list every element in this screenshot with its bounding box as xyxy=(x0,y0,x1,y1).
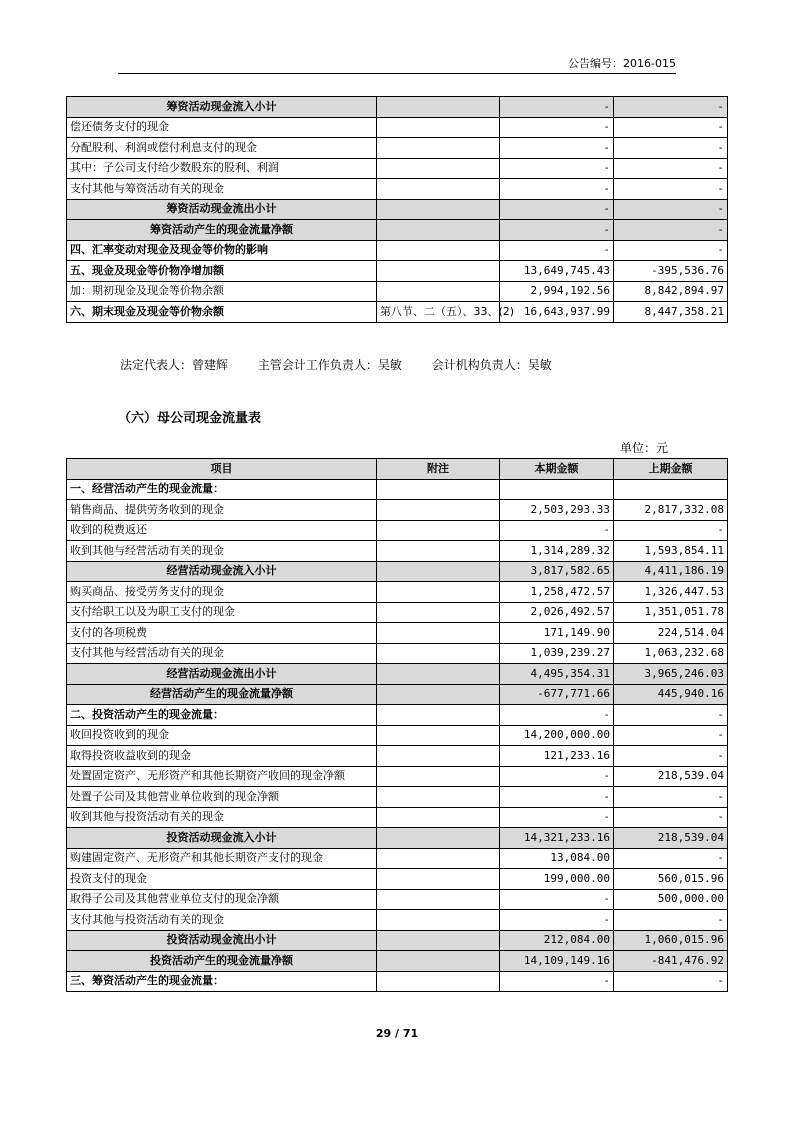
row-label: 支付其他与筹资活动有关的现金 xyxy=(67,179,377,200)
row-previous-amount: - xyxy=(614,725,728,746)
row-label: 加：期初现金及现金等价物余额 xyxy=(67,281,377,302)
row-previous-amount: - xyxy=(614,520,728,541)
row-note xyxy=(377,97,500,118)
row-label: 经营活动现金流出小计 xyxy=(67,664,377,685)
row-previous-amount: -395,536.76 xyxy=(614,261,728,282)
row-current-amount: - xyxy=(500,807,614,828)
table-row xyxy=(67,561,728,582)
row-note xyxy=(377,746,500,767)
row-label: 投资活动产生的现金流量净额 xyxy=(67,951,377,972)
row-current-amount: - xyxy=(500,787,614,808)
table-row xyxy=(67,643,728,664)
row-previous-amount: 1,060,015.96 xyxy=(614,930,728,951)
row-current-amount: - xyxy=(500,158,614,179)
row-previous-amount: - xyxy=(614,807,728,828)
row-note xyxy=(377,807,500,828)
row-label: 六、期末现金及现金等价物余额 xyxy=(67,302,377,323)
row-previous-amount: - xyxy=(614,117,728,138)
row-previous-amount: 4,411,186.19 xyxy=(614,561,728,582)
table-row xyxy=(67,500,728,521)
row-current-amount: 2,994,192.56 xyxy=(500,281,614,302)
row-previous-amount: 1,351,051.78 xyxy=(614,602,728,623)
table-row xyxy=(67,220,728,241)
parent-cashflow-table xyxy=(66,458,728,992)
row-current-amount: 212,084.00 xyxy=(500,930,614,951)
row-current-amount: 2,503,293.33 xyxy=(500,500,614,521)
row-current-amount: - xyxy=(500,117,614,138)
table-row xyxy=(67,302,728,323)
row-previous-amount: - xyxy=(614,138,728,159)
header-current: 本期金额 xyxy=(500,459,614,480)
row-label: 四、汇率变动对现金及现金等价物的影响 xyxy=(67,240,377,261)
section-title: （六）母公司现金流量表 xyxy=(118,411,262,426)
row-label: 收到其他与投资活动有关的现金 xyxy=(67,807,377,828)
row-note xyxy=(377,869,500,890)
row-label: 经营活动现金流入小计 xyxy=(67,561,377,582)
row-note xyxy=(377,787,500,808)
header-previous: 上期金额 xyxy=(614,459,728,480)
table-row xyxy=(67,541,728,562)
row-current-amount: -677,771.66 xyxy=(500,684,614,705)
accounting-org-head: 会计机构负责人：吴敏 xyxy=(431,358,552,372)
table-row xyxy=(67,807,728,828)
row-note xyxy=(377,117,500,138)
row-current-amount: 1,039,239.27 xyxy=(500,643,614,664)
row-current-amount: 14,109,149.16 xyxy=(500,951,614,972)
header-rule xyxy=(118,73,676,74)
row-current-amount: 4,495,354.31 xyxy=(500,664,614,685)
row-current-amount: - xyxy=(500,220,614,241)
row-label: 收到其他与经营活动有关的现金 xyxy=(67,541,377,562)
table-row xyxy=(67,138,728,159)
row-previous-amount: - xyxy=(614,97,728,118)
table-row xyxy=(67,664,728,685)
row-note: 第八节、二（五）、33、(2) xyxy=(377,302,500,323)
row-label: 支付的各项税费 xyxy=(67,623,377,644)
row-label: 收回投资收到的现金 xyxy=(67,725,377,746)
row-label: 分配股利、利润或偿付利息支付的现金 xyxy=(67,138,377,159)
row-label: 支付其他与投资活动有关的现金 xyxy=(67,910,377,931)
row-label: 收到的税费返还 xyxy=(67,520,377,541)
document-code: 公告编号：2016-015 xyxy=(568,57,676,70)
row-previous-amount: 560,015.96 xyxy=(614,869,728,890)
consolidated-cashflow-continuation-table xyxy=(66,96,728,323)
header-item: 项目 xyxy=(67,459,377,480)
row-label: 筹资活动现金流入小计 xyxy=(67,97,377,118)
row-label: 筹资活动现金流出小计 xyxy=(67,199,377,220)
row-previous-amount: 8,842,894.97 xyxy=(614,281,728,302)
row-previous-amount: 8,447,358.21 xyxy=(614,302,728,323)
row-label: 支付给职工以及为职工支付的现金 xyxy=(67,602,377,623)
row-previous-amount: - xyxy=(614,910,728,931)
row-previous-amount xyxy=(614,479,728,500)
row-previous-amount: - xyxy=(614,971,728,992)
row-note xyxy=(377,889,500,910)
table-row xyxy=(67,951,728,972)
unit-label: 单位：元 xyxy=(620,441,669,455)
row-note xyxy=(377,971,500,992)
table-row xyxy=(67,684,728,705)
row-label: 经营活动产生的现金流量净额 xyxy=(67,684,377,705)
row-current-amount: - xyxy=(500,520,614,541)
row-label: 销售商品、提供劳务收到的现金 xyxy=(67,500,377,521)
row-current-amount: - xyxy=(500,138,614,159)
row-previous-amount: - xyxy=(614,705,728,726)
legal-representative: 法定代表人：曾建辉 xyxy=(120,358,229,372)
row-previous-amount: - xyxy=(614,220,728,241)
table-row xyxy=(67,766,728,787)
row-note xyxy=(377,281,500,302)
table-row xyxy=(67,582,728,603)
row-current-amount: - xyxy=(500,199,614,220)
row-note xyxy=(377,684,500,705)
header-note: 附注 xyxy=(377,459,500,480)
row-note xyxy=(377,561,500,582)
row-current-amount: - xyxy=(500,766,614,787)
row-previous-amount: 224,514.04 xyxy=(614,623,728,644)
table-row xyxy=(67,848,728,869)
row-label: 购建固定资产、无形资产和其他长期资产支付的现金 xyxy=(67,848,377,869)
row-current-amount: 13,084.00 xyxy=(500,848,614,869)
table-row xyxy=(67,787,728,808)
row-note xyxy=(377,479,500,500)
row-previous-amount: - xyxy=(614,746,728,767)
row-label: 处置子公司及其他营业单位收到的现金净额 xyxy=(67,787,377,808)
row-label: 五、现金及现金等价物净增加额 xyxy=(67,261,377,282)
row-note xyxy=(377,910,500,931)
row-current-amount xyxy=(500,479,614,500)
table-row xyxy=(67,158,728,179)
row-current-amount: 1,258,472.57 xyxy=(500,582,614,603)
row-label: 购买商品、接受劳务支付的现金 xyxy=(67,582,377,603)
row-current-amount: 14,200,000.00 xyxy=(500,725,614,746)
table-row xyxy=(67,117,728,138)
row-note xyxy=(377,725,500,746)
row-previous-amount: 1,593,854.11 xyxy=(614,541,728,562)
table-row xyxy=(67,479,728,500)
table-row xyxy=(67,828,728,849)
row-current-amount: - xyxy=(500,240,614,261)
table-row xyxy=(67,97,728,118)
row-label: 投资活动现金流入小计 xyxy=(67,828,377,849)
row-current-amount: 13,649,745.43 xyxy=(500,261,614,282)
row-previous-amount: 218,539.04 xyxy=(614,766,728,787)
row-note xyxy=(377,220,500,241)
row-previous-amount: -841,476.92 xyxy=(614,951,728,972)
row-label: 支付其他与经营活动有关的现金 xyxy=(67,643,377,664)
row-current-amount: 171,149.90 xyxy=(500,623,614,644)
table-row xyxy=(67,520,728,541)
row-current-amount: - xyxy=(500,97,614,118)
row-note xyxy=(377,705,500,726)
table-row xyxy=(67,746,728,767)
row-label: 一、经营活动产生的现金流量： xyxy=(67,479,377,500)
row-current-amount: - xyxy=(500,971,614,992)
table-row xyxy=(67,725,728,746)
signatories xyxy=(120,356,578,373)
row-current-amount: 2,026,492.57 xyxy=(500,602,614,623)
table-row xyxy=(67,705,728,726)
row-current-amount: - xyxy=(500,889,614,910)
row-label: 取得投资收益收到的现金 xyxy=(67,746,377,767)
row-previous-amount: - xyxy=(614,240,728,261)
row-previous-amount: 1,063,232.68 xyxy=(614,643,728,664)
row-note xyxy=(377,500,500,521)
row-previous-amount: - xyxy=(614,179,728,200)
row-current-amount: 199,000.00 xyxy=(500,869,614,890)
table-row xyxy=(67,602,728,623)
row-note xyxy=(377,179,500,200)
row-previous-amount: 500,000.00 xyxy=(614,889,728,910)
table-row xyxy=(67,240,728,261)
row-note xyxy=(377,520,500,541)
table-row xyxy=(67,199,728,220)
row-label: 处置固定资产、无形资产和其他长期资产收回的现金净额 xyxy=(67,766,377,787)
row-label: 偿还债务支付的现金 xyxy=(67,117,377,138)
row-note xyxy=(377,623,500,644)
row-note xyxy=(377,766,500,787)
row-label: 三、筹资活动产生的现金流量： xyxy=(67,971,377,992)
accounting-head: 主管会计工作负责人：吴敏 xyxy=(257,358,402,372)
row-previous-amount: 218,539.04 xyxy=(614,828,728,849)
row-note xyxy=(377,602,500,623)
table-row xyxy=(67,179,728,200)
table-row xyxy=(67,910,728,931)
row-current-amount: 14,321,233.16 xyxy=(500,828,614,849)
row-label: 取得子公司及其他营业单位支付的现金净额 xyxy=(67,889,377,910)
row-previous-amount: 445,940.16 xyxy=(614,684,728,705)
row-current-amount: - xyxy=(500,910,614,931)
table-row xyxy=(67,930,728,951)
row-label: 投资活动现金流出小计 xyxy=(67,930,377,951)
row-current-amount: 1,314,289.32 xyxy=(500,541,614,562)
row-previous-amount: 2,817,332.08 xyxy=(614,500,728,521)
table-row xyxy=(67,971,728,992)
row-previous-amount: 3,965,246.03 xyxy=(614,664,728,685)
row-current-amount: - xyxy=(500,705,614,726)
table-row xyxy=(67,869,728,890)
row-note xyxy=(377,582,500,603)
row-previous-amount: - xyxy=(614,158,728,179)
row-previous-amount: - xyxy=(614,787,728,808)
page-number: 29 / 71 xyxy=(375,1027,419,1040)
row-note xyxy=(377,138,500,159)
row-previous-amount: - xyxy=(614,199,728,220)
table-row xyxy=(67,623,728,644)
row-label: 其中：子公司支付给少数股东的股利、利润 xyxy=(67,158,377,179)
row-label: 二、投资活动产生的现金流量： xyxy=(67,705,377,726)
table-row xyxy=(67,281,728,302)
row-label: 投资支付的现金 xyxy=(67,869,377,890)
table-row xyxy=(67,889,728,910)
row-previous-amount: 1,326,447.53 xyxy=(614,582,728,603)
row-current-amount: - xyxy=(500,179,614,200)
row-current-amount: 16,643,937.99 xyxy=(500,302,614,323)
row-note xyxy=(377,828,500,849)
row-note xyxy=(377,848,500,869)
row-current-amount: 121,233.16 xyxy=(500,746,614,767)
row-previous-amount: - xyxy=(614,848,728,869)
row-note xyxy=(377,643,500,664)
row-label: 筹资活动产生的现金流量净额 xyxy=(67,220,377,241)
row-note xyxy=(377,158,500,179)
row-note xyxy=(377,930,500,951)
row-current-amount: 3,817,582.65 xyxy=(500,561,614,582)
row-note xyxy=(377,240,500,261)
table-header-row xyxy=(67,459,728,480)
row-note xyxy=(377,951,500,972)
table-row xyxy=(67,261,728,282)
row-note xyxy=(377,541,500,562)
row-note xyxy=(377,664,500,685)
row-note xyxy=(377,199,500,220)
row-note xyxy=(377,261,500,282)
